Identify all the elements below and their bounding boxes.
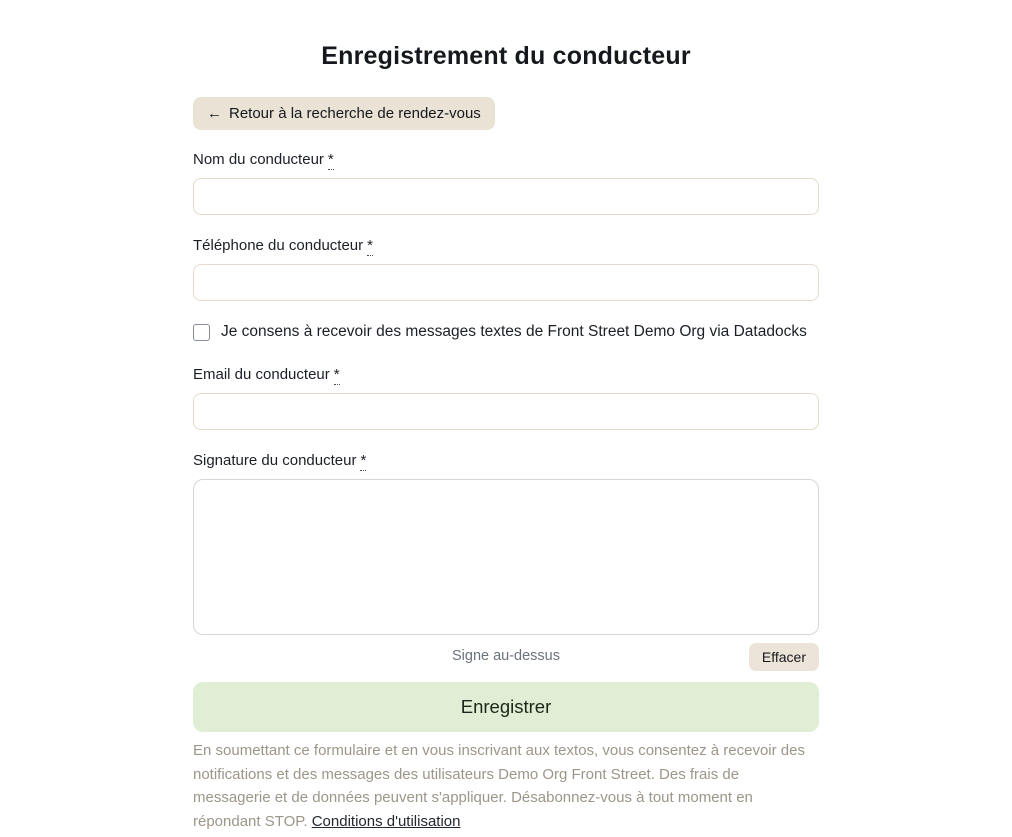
driver-phone-label xyxy=(193,237,819,254)
field-driver-email xyxy=(193,366,819,430)
required-asterisk: * xyxy=(333,366,340,383)
required-asterisk: * xyxy=(367,237,373,254)
driver-phone-input[interactable] xyxy=(193,264,819,301)
signature-pad[interactable] xyxy=(193,479,819,635)
required-asterisk: * xyxy=(360,452,367,469)
terms-of-use-link[interactable]: Conditions d'utilisation xyxy=(311,813,461,831)
back-button[interactable] xyxy=(193,97,495,130)
signature-hint: Signe au-dessus xyxy=(451,648,560,664)
driver-phone-label-text: Téléphone du conducteur xyxy=(193,237,364,254)
driver-name-input[interactable] xyxy=(193,178,819,215)
back-button-label: Retour à la recherche de rendez-vous xyxy=(229,105,481,122)
sms-consent-label[interactable]: Je consens à recevoir des messages textes de Front Street Demo Org via Datadocks xyxy=(221,323,807,340)
driver-signature-label-text: Signature du conducteur xyxy=(193,452,357,469)
driver-name-label xyxy=(193,151,819,168)
signature-footer xyxy=(193,643,819,672)
field-driver-phone xyxy=(193,237,819,301)
sms-consent-row xyxy=(193,323,819,341)
field-driver-name xyxy=(193,151,819,215)
sms-disclaimer-text: En soumettant ce formulaire et en vous inscrivant aux textos, vous consentez à recevoir des notifications et des messages des utilisateurs Demo Org Front Street. Des frais de messagerie et de données peuvent s'appliquer. Désabonnez-vous à tout moment en répondant STOP. xyxy=(193,742,805,831)
required-asterisk: * xyxy=(327,151,334,168)
clear-signature-button[interactable]: Effacer xyxy=(749,643,819,671)
driver-email-label-text: Email du conducteur xyxy=(193,366,330,383)
driver-signature-label xyxy=(193,452,819,469)
sms-consent-checkbox[interactable] xyxy=(193,324,210,341)
page-title: Enregistrement du conducteur xyxy=(321,42,691,70)
sms-disclaimer xyxy=(193,739,819,834)
driver-email-label xyxy=(193,366,819,383)
driver-email-input[interactable] xyxy=(193,393,819,430)
back-arrow-icon: ← xyxy=(207,105,222,122)
driver-name-label-text: Nom du conducteur xyxy=(193,151,324,168)
driver-registration-page xyxy=(193,0,819,834)
field-driver-signature xyxy=(193,452,819,672)
submit-button[interactable]: Enregistrer xyxy=(193,682,819,732)
